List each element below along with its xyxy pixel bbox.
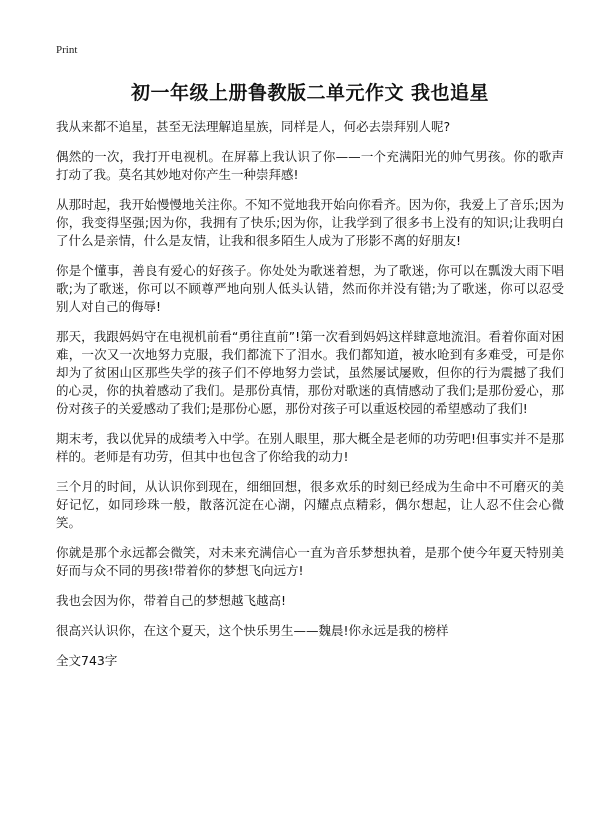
article-body (56, 118, 564, 670)
paragraph: 偶然的一次，我打开电视机。在屏幕上我认识了你——一个充满阳光的帅气男孩。你的歌声打动了我。莫名其妙地对你产生一种崇拜感! (56, 149, 564, 182)
paragraph: 你是个懂事，善良有爱心的好孩子。你处处为歌迷着想，为了歌迷，你可以在瓢泼大雨下唱歌;为了歌迷，你可以不顾尊严地向别人低头认错，然而你并没有错;为了歌迷，你可以忍受别人对自己的侮辱! (56, 263, 564, 314)
paragraph: 期末考，我以优异的成绩考入中学。在别人眼里，那大概全是老师的功劳吧!但事实并不是那样的。老师是有功劳，但其中也包含了你给我的动力! (56, 431, 564, 464)
word-count: 全文743字 (56, 653, 118, 668)
paragraph: 我从来都不追星，甚至无法理解追星族，同样是人，何必去崇拜别人呢? (56, 119, 451, 134)
paragraph: 那天，我跟妈妈守在电视机前看“勇往直前”!第一次看到妈妈这样肆意地流泪。看着你面对困难，一次又一次地努力克服，我们都流下了泪水。我们都知道，被水呛到有多难受，可是你却为了贫困山区那些失学的孩子们不停地努力尝试，虽然屡试屡败，但你的行为震撼了我们的心灵，你的执着感动了我们。是那份真情，那份对歌迷的真情感动了我们;是那份爱心，那份对孩子的关爱感动了我们;是那份心愿，那份对孩子可以重返校园的希望感动了我们! (56, 329, 564, 416)
page-title: 初一年级上册鲁教版二单元作文 我也追星 (130, 82, 490, 104)
paragraph: 从那时起，我开始慢慢地关注你。不知不觉地我开始向你看齐。因为你，我爱上了音乐;因为你，我变得坚强;因为你，我拥有了快乐;因为你，让我学到了很多书上没有的知识;让我明白了什么是亲情，什么是友情，让我和很多陌生人成为了形影不离的好朋友! (56, 197, 564, 248)
paragraph: 我也会因为你，带着自己的梦想越飞越高! (56, 593, 287, 608)
paragraph: 你就是那个永远都会微笑，对未来充满信心一直为音乐梦想执着，是那个使今年夏天特别美好而与众不同的男孩!带着你的梦想飞向远方! (56, 545, 564, 578)
print-link[interactable]: Print (56, 44, 78, 56)
paragraph: 三个月的时间，从认识你到现在，细细回想，很多欢乐的时刻已经成为生命中不可磨灭的美好记忆，如同珍珠一般，散落沉淀在心湖，闪耀点点精彩，偶尔想起，让人忍不住会心微笑。 (56, 479, 564, 530)
paragraph: 很高兴认识你，在这个夏天，这个快乐男生——魏晨!你永远是我的榜样 (56, 623, 449, 638)
